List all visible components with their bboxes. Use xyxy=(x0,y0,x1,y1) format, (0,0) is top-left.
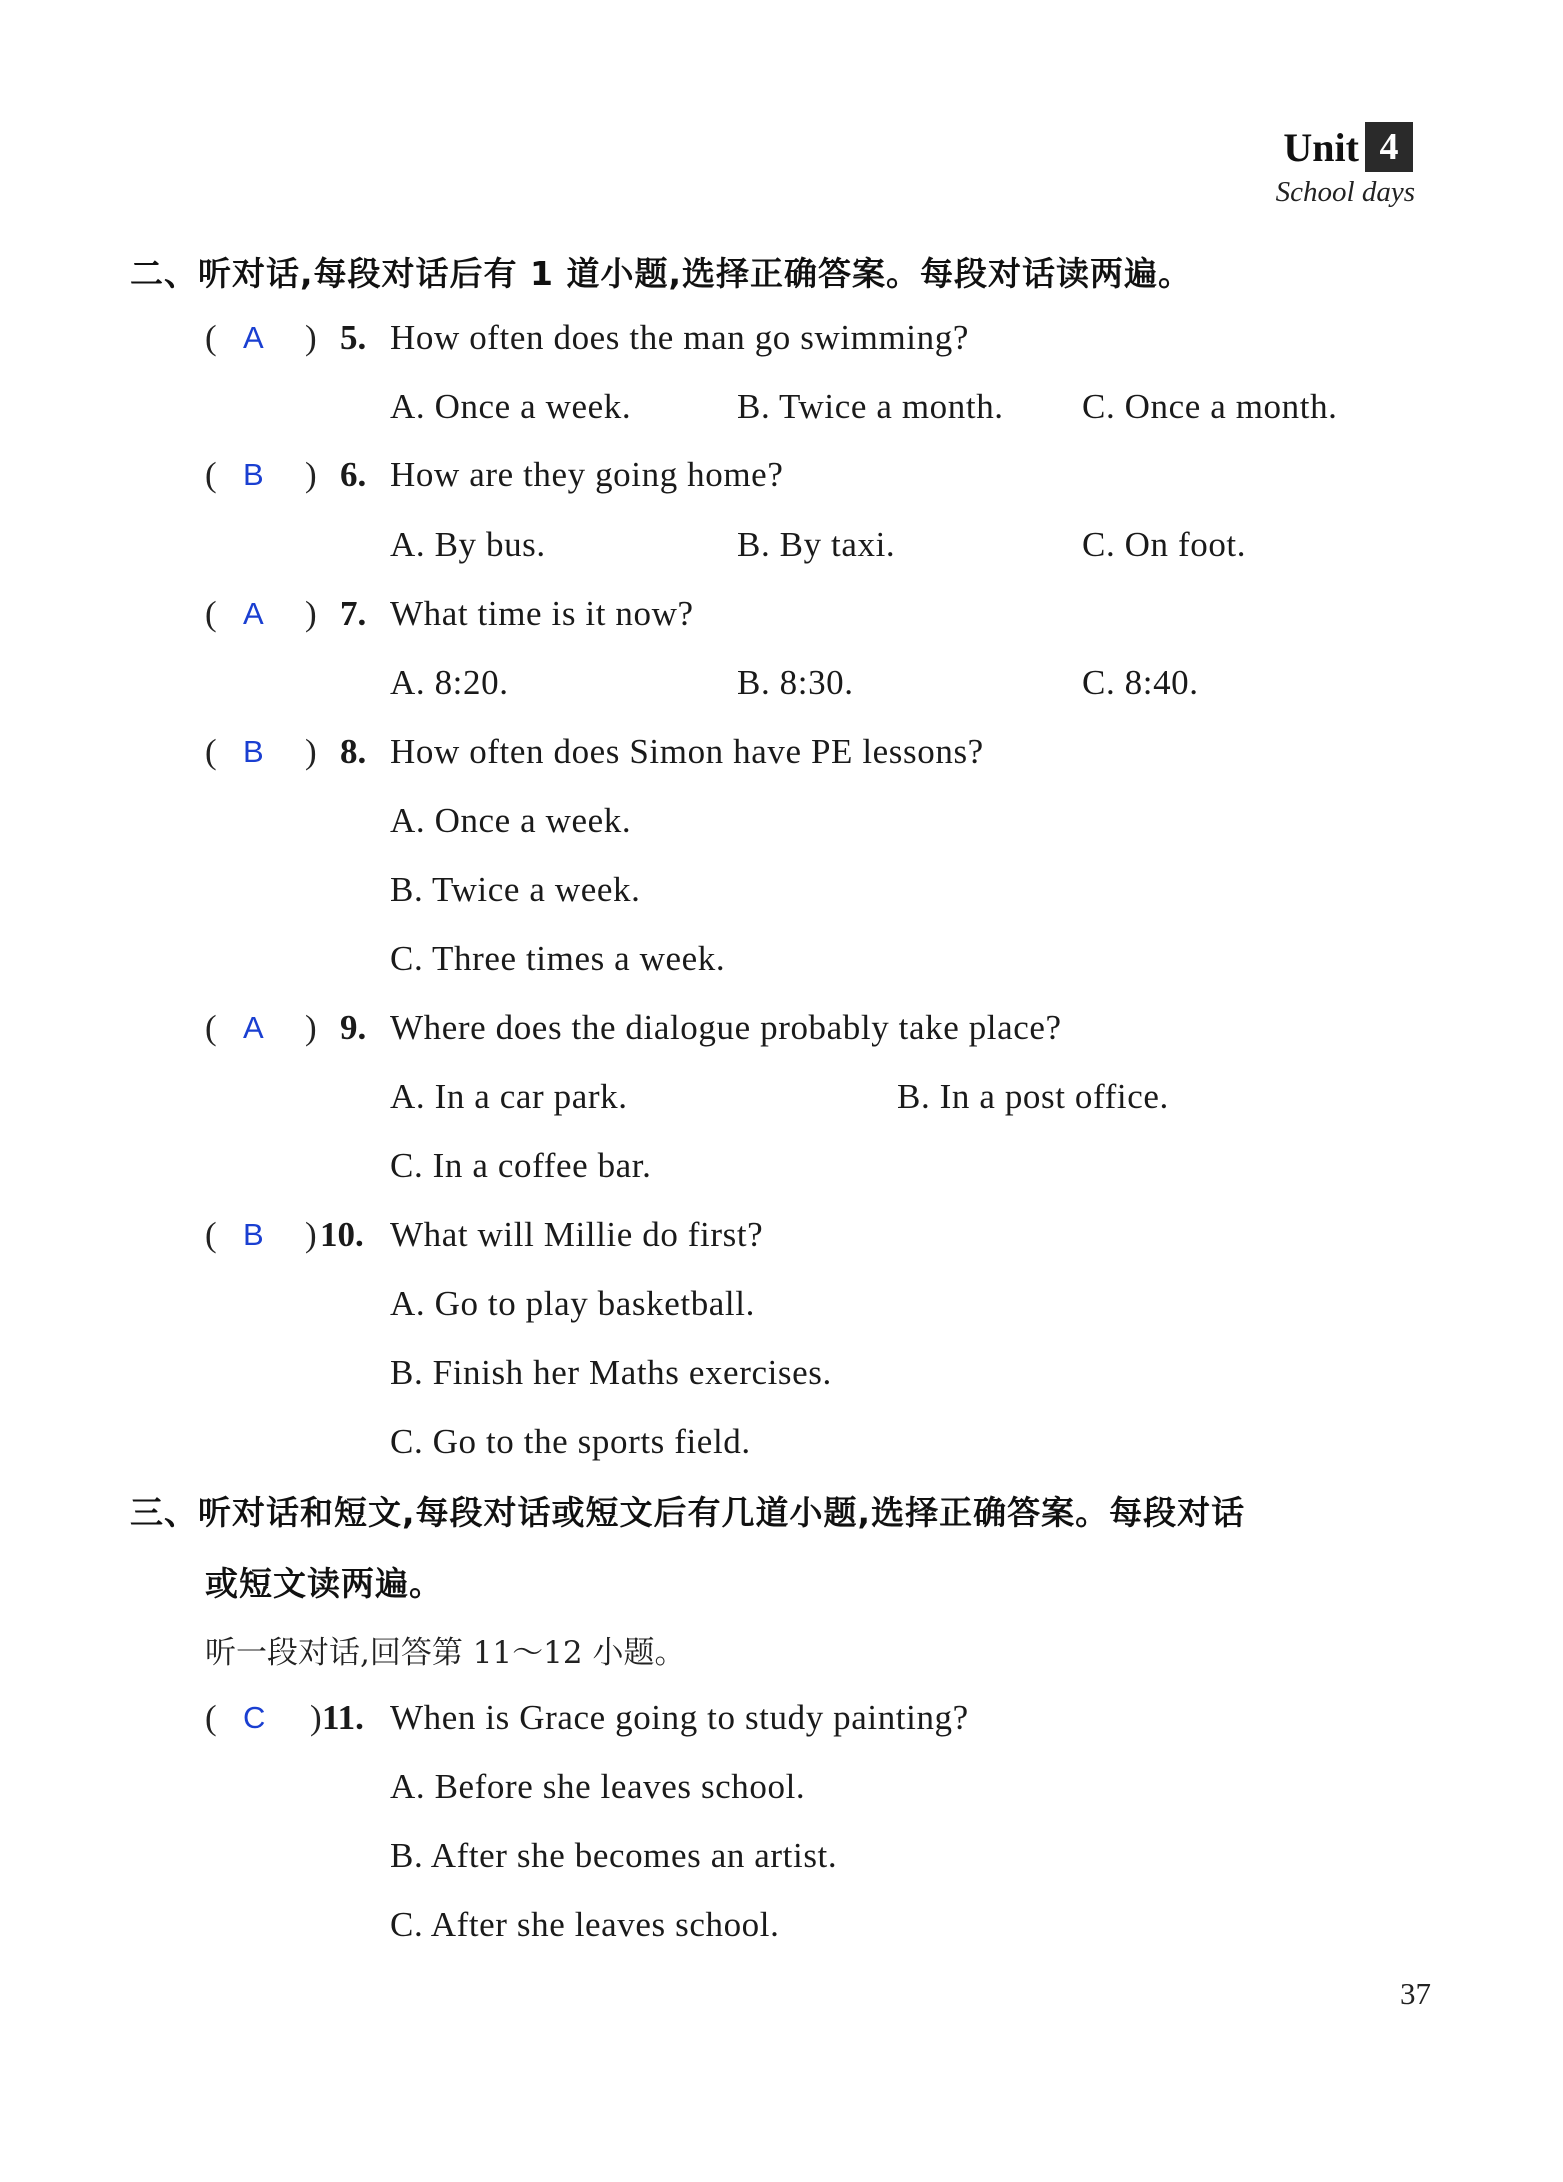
answer-paren-open: ( xyxy=(205,1698,217,1737)
option-a: A. Go to play basketball. xyxy=(390,1284,755,1323)
option-c: C. Go to the sports field. xyxy=(390,1422,751,1461)
option-b: B. 8:30. xyxy=(737,663,854,702)
question-text: How often does Simon have PE lessons? xyxy=(390,732,984,771)
section-3-title-line-1: 三、听对话和短文,每段对话或短文后有几道小题,选择正确答案。每段对话 xyxy=(130,1493,1246,1532)
answer-paren-open: ( xyxy=(205,594,217,633)
option-c: C. Once a month. xyxy=(1082,387,1338,426)
question-number: 11. xyxy=(322,1698,364,1737)
answer-paren-open: ( xyxy=(205,318,217,357)
question-number: 6. xyxy=(340,455,367,494)
question-text: When is Grace going to study painting? xyxy=(390,1698,969,1737)
answer-paren-open: ( xyxy=(205,1215,217,1254)
answer-paren-close: ) xyxy=(305,594,317,633)
question-text: What will Millie do first? xyxy=(390,1215,764,1254)
answer-paren-close: ) xyxy=(305,318,317,357)
section-3-title-line-2: 或短文读两遍。 xyxy=(205,1564,443,1603)
answer-paren-close: ) xyxy=(305,1008,317,1047)
option-a: A. Once a week. xyxy=(390,387,632,426)
option-b: B. After she becomes an artist. xyxy=(390,1836,838,1875)
option-b: B. Twice a month. xyxy=(737,387,1004,426)
unit-header xyxy=(1283,122,1413,172)
option-b: B. By taxi. xyxy=(737,525,896,564)
listening-instruction: 听一段对话,回答第 11～12 小题。 xyxy=(205,1635,686,1671)
unit-subtitle: School days xyxy=(1275,176,1415,208)
option-a: A. By bus. xyxy=(390,525,546,564)
question-number: 8. xyxy=(340,732,367,771)
answer-mark: B xyxy=(243,1217,264,1252)
option-a: A. 8:20. xyxy=(390,663,509,702)
question-number: 7. xyxy=(340,594,367,633)
answer-mark: A xyxy=(243,320,264,355)
option-c: C. After she leaves school. xyxy=(390,1905,780,1944)
answer-paren-open: ( xyxy=(205,732,217,771)
option-c: C. In a coffee bar. xyxy=(390,1146,652,1185)
unit-label: Unit xyxy=(1283,124,1359,170)
option-b: B. Finish her Maths exercises. xyxy=(390,1353,832,1392)
option-a: A. Once a week. xyxy=(390,801,632,840)
answer-mark: A xyxy=(243,1010,264,1045)
question-text: Where does the dialogue probably take place? xyxy=(390,1008,1062,1047)
answer-mark: B xyxy=(243,734,264,769)
option-c: C. Three times a week. xyxy=(390,939,726,978)
answer-paren-close: ) xyxy=(310,1698,322,1737)
answer-paren-close: ) xyxy=(305,1215,317,1254)
question-text: What time is it now? xyxy=(390,594,694,633)
answer-paren-close: ) xyxy=(305,732,317,771)
unit-number-badge: 4 xyxy=(1365,122,1413,172)
question-text: How often does the man go swimming? xyxy=(390,318,969,357)
answer-mark: A xyxy=(243,596,264,631)
question-number: 10. xyxy=(320,1215,364,1254)
option-b: B. Twice a week. xyxy=(390,870,641,909)
option-c: C. On foot. xyxy=(1082,525,1247,564)
page-number: 37 xyxy=(1400,1976,1431,2011)
section-2-title: 二、听对话,每段对话后有 1 道小题,选择正确答案。每段对话读两遍。 xyxy=(130,254,1193,293)
answer-paren-open: ( xyxy=(205,455,217,494)
question-text: How are they going home? xyxy=(390,455,784,494)
answer-paren-open: ( xyxy=(205,1008,217,1047)
option-b: B. In a post office. xyxy=(897,1077,1169,1116)
question-number: 9. xyxy=(340,1008,367,1047)
answer-paren-close: ) xyxy=(305,455,317,494)
answer-mark: C xyxy=(243,1700,266,1735)
question-number: 5. xyxy=(340,318,367,357)
answer-mark: B xyxy=(243,457,264,492)
option-c: C. 8:40. xyxy=(1082,663,1199,702)
option-a: A. Before she leaves school. xyxy=(390,1767,806,1806)
option-a: A. In a car park. xyxy=(390,1077,628,1116)
